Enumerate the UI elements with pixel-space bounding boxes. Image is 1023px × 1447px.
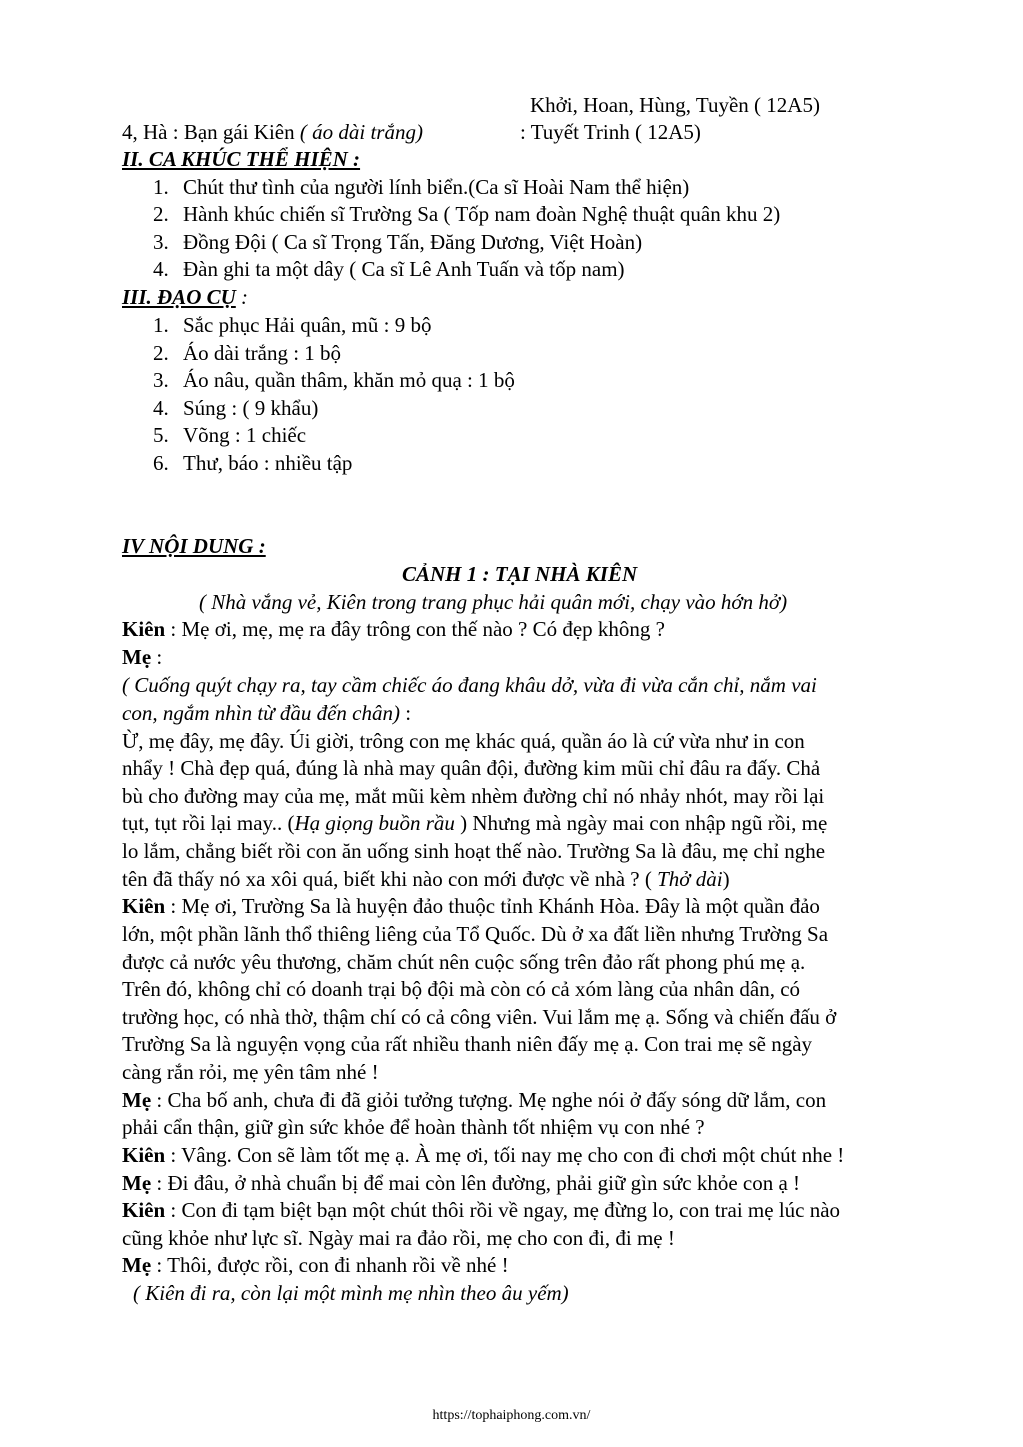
cast-item-4 [122, 119, 423, 146]
song-item: 1. Chút thư tình của người lính biển.(Ca sĩ Hoài Nam thể hiện) [153, 175, 690, 199]
speaker: Kiên [122, 894, 166, 918]
dialogue-line: Kiên : Mẹ ơi, mẹ, mẹ ra đây trông con thế nào ? Có đẹp không ? [122, 617, 665, 641]
dialogue-line: cũng khỏe như lực sĩ. Ngày mai ra đảo rồi, mẹ cho con đi, đi mẹ ! [122, 1226, 675, 1250]
prop-item: 4. Súng : ( 9 khẩu) [153, 396, 319, 420]
speaker: Kiên [122, 617, 166, 641]
dialogue-line: tụt, tụt rồi lại may.. (Hạ giọng buồn rầu ) Nhưng mà ngày mai con nhập ngũ rồi, mẹ [122, 811, 828, 835]
speaker: Mẹ [122, 1088, 152, 1112]
prop-item: 5. Võng : 1 chiếc [153, 423, 307, 447]
dialogue-line: phải cẩn thận, giữ gìn sức khỏe để hoàn thành tốt nhiệm vụ con nhé ? [122, 1115, 705, 1139]
content-heading: IV NỘI DUNG : [122, 534, 266, 558]
dialogue-line: Trên đó, không chỉ có doanh trại bộ đội mà còn có cả xóm làng của nhân dân, có [122, 977, 801, 1001]
dialogue-line: Mẹ : Đi đâu, ở nhà chuẩn bị để mai còn lên đường, phải giữ gìn sức khỏe con ạ ! [122, 1171, 801, 1195]
dialogue-line: Kiên : Mẹ ơi, Trường Sa là huyện đảo thuộc tỉnh Khánh Hòa. Đây là một quần đảo [122, 894, 820, 918]
cast-item-4-role-note: ( áo dài trắng) [299, 120, 423, 144]
stage-direction: ( Kiên đi ra, còn lại một mình mẹ nhìn theo âu yếm) [133, 1281, 569, 1305]
dialogue-line: Ừ, mẹ đây, mẹ đây. Úi giời, trông con mẹ khác quá, quần áo là cứ vừa như in con [122, 729, 805, 753]
prop-item: 3. Áo nâu, quần thâm, khăn mỏ quạ : 1 bộ [153, 368, 515, 392]
speaker: Kiên [122, 1198, 166, 1222]
speaker: Mẹ [122, 1253, 152, 1277]
dialogue-line: tên đã thấy nó xa xôi quá, biết khi nào con mới được về nhà ? ( Thở dài) [122, 867, 730, 891]
dialogue-line: Kiên : Vâng. Con sẽ làm tốt mẹ ạ. À mẹ ơi, tối nay mẹ cho con đi chơi một chút nhe ! [122, 1143, 845, 1167]
dialogue-line: trường học, có nhà thờ, thậm chí có cả công viên. Vui lắm mẹ ạ. Sống và chiến đấu ở [122, 1005, 837, 1029]
props-heading: III. ĐẠO CỤ : [122, 285, 249, 309]
dialogue-line: nhẩy ! Chà đẹp quá, đúng là nhà may quân đội, đường kim mũi chỉ đâu ra đấy. Chả [122, 756, 821, 780]
dialogue-line: được cả nước yêu thương, chăm chút nên cuộc sống trên đảo rất phong phú mẹ ạ. [122, 950, 806, 974]
speaker: Mẹ [122, 1171, 152, 1195]
dialogue-line: Mẹ : Cha bố anh, chưa đi đã giỏi tưởng tượng. Mẹ nghe nói ở đấy sóng dữ lắm, con [122, 1088, 827, 1112]
dialogue-line: càng rắn rỏi, mẹ yên tâm nhé ! [122, 1060, 379, 1084]
song-item: 3. Đồng Đội ( Ca sĩ Trọng Tấn, Đăng Dương, Việt Hoàn) [153, 230, 643, 254]
dialogue-line: Trường Sa là nguyện vọng của rất nhiều thanh niên đấy mẹ ạ. Con trai mẹ sẽ ngày [122, 1032, 813, 1056]
stage-direction: ( Cuống quýt chạy ra, tay cầm chiếc áo đang khâu dở, vừa đi vừa cắn chỉ, nắm vai [122, 673, 817, 697]
scene-title: CẢNH 1 : TẠI NHÀ KIÊN [402, 562, 638, 586]
footer-url: https://tophaiphong.com.vn/ [432, 1408, 591, 1423]
cast-item-4-prefix: 4, Hà : Bạn gái Kiên [122, 120, 295, 144]
prop-item: 6. Thư, báo : nhiều tập [153, 451, 353, 475]
dialogue-line: bù cho đường may của mẹ, mắt mũi kèm nhèm đường chỉ nó nhảy nhót, may rồi lại [122, 784, 825, 808]
dialogue-line: Mẹ : [122, 645, 163, 669]
prop-item: 1. Sắc phục Hải quân, mũ : 9 bộ [153, 313, 432, 337]
songs-heading: II. CA KHÚC THỂ HIỆN : [122, 147, 361, 171]
speaker: Mẹ [122, 645, 152, 669]
dialogue-line: lớn, một phần lãnh thổ thiêng liêng của Tổ Quốc. Dù ở xa đất liền nhưng Trường Sa [122, 922, 829, 946]
prop-item: 2. Áo dài trắng : 1 bộ [153, 341, 342, 365]
speaker: Kiên [122, 1143, 166, 1167]
song-item: 2. Hành khúc chiến sĩ Trường Sa ( Tốp nam đoàn Nghệ thuật quân khu 2) [153, 202, 781, 226]
stage-direction: con, ngắm nhìn từ đầu đến chân) : [122, 701, 412, 725]
dialogue-line: Kiên : Con đi tạm biệt bạn một chút thôi rồi về ngay, mẹ đừng lo, con trai mẹ lúc nào [122, 1198, 841, 1222]
dialogue-line: lo lắm, chẳng biết rồi con ăn uống sinh hoạt thế nào. Trường Sa là đâu, mẹ chỉ nghe [122, 839, 826, 863]
cast-continuation: Khởi, Hoan, Hùng, Tuyền ( 12A5) [530, 93, 820, 117]
cast-item-4-actor: : Tuyết Trinh ( 12A5) [520, 120, 701, 144]
stage-direction: ( Nhà vắng vẻ, Kiên trong trang phục hải quân mới, chạy vào hớn hở) [199, 590, 788, 614]
song-item: 4. Đàn ghi ta một dây ( Ca sĩ Lê Anh Tuấn và tốp nam) [153, 257, 625, 281]
dialogue-line: Mẹ : Thôi, được rồi, con đi nhanh rồi về nhé ! [122, 1253, 509, 1277]
